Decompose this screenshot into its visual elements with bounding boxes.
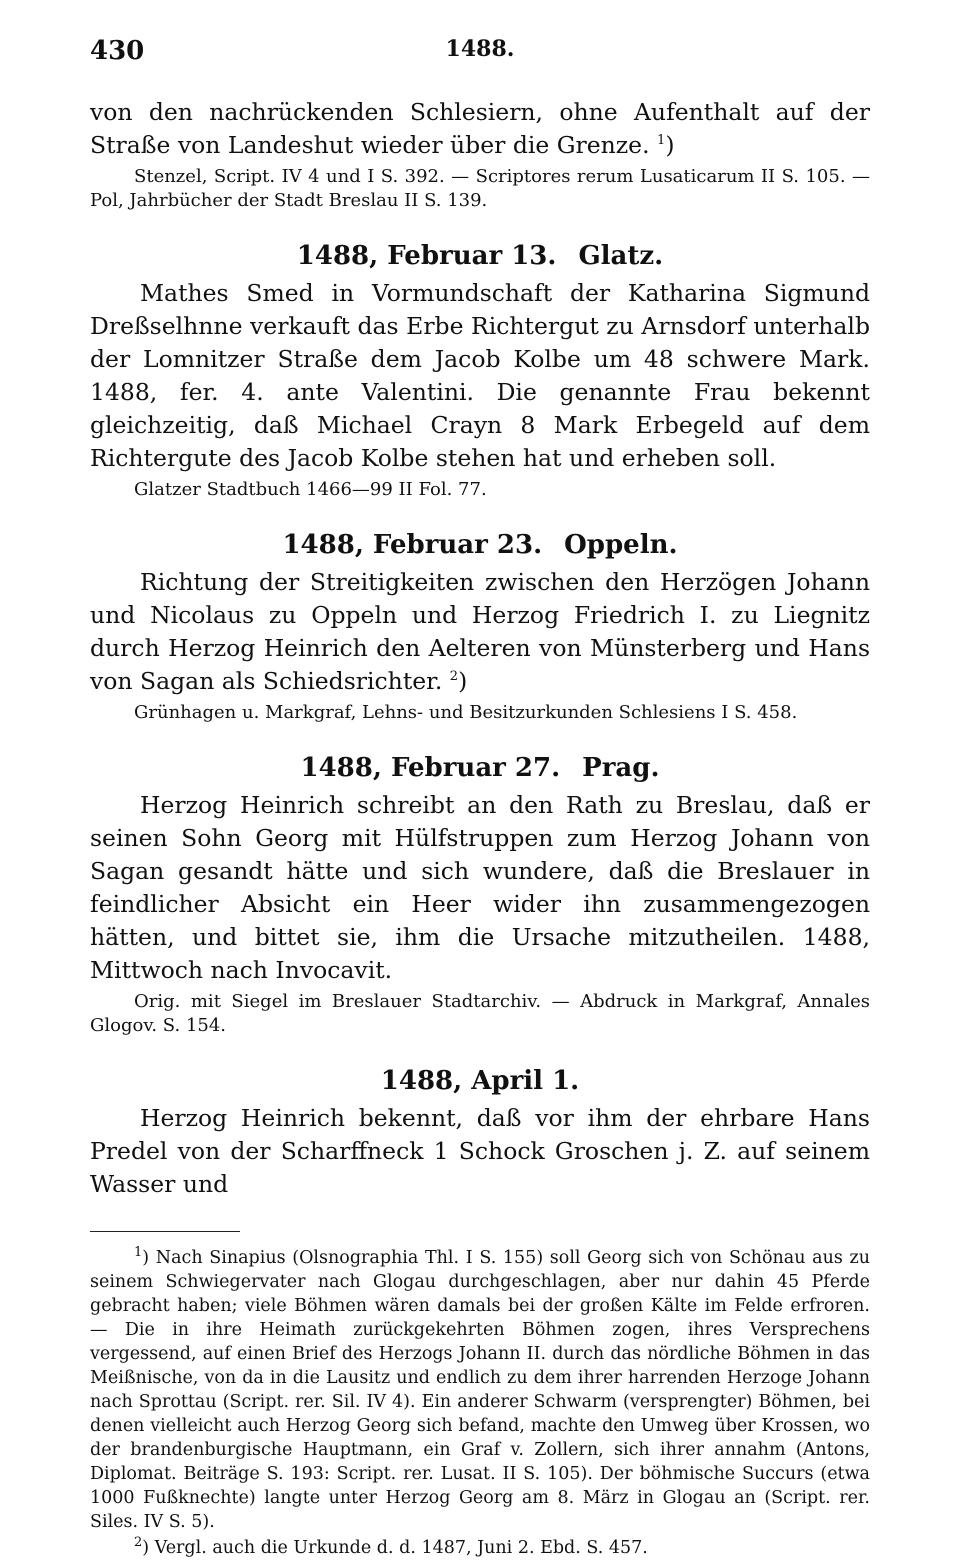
footnotes <box>90 1246 870 1560</box>
page-number: 430 <box>90 36 145 66</box>
entry-source: Glatzer Stadtbuch 1466—99 II Fol. 77. <box>134 479 487 500</box>
entry-place: Glatz. <box>578 241 664 271</box>
footnote: $^1$) Nach Sinapius (Olsnographia Thl. I S. 155) soll Georg sich von Schönau aus zu seinem Schwiegervater nach Glogau durchgeschlagen, aber nur dahin 45 Pferde gebracht haben; viele Böhmen wären damals bei der großen Kälte im Felde erfroren. — Die in ihre Heimath zurückgekehrten Böhmen zogen, ihres Versprechens vergessend, auf einen Brief des Herzogs Johann II. durch das nördliche Böhmen in das Meißnische, von da in die Lausitz und endlich zu dem ihrer harrenden Herzoge Johann nach Sprottau (Script. rer. Sil. IV 4). Ein anderer Schwarm (versprengter) Böhmen, bei denen vielleicht auch Herzog Georg sich befand, machte den Umweg über Krossen, wo der brandenburgische Hauptmann, ein Graf v. Zollern, sich ihrer annahm (Antons, Diplomat. Beiträge S. 193: Script. rer. Lusat. II S. 105). Der böhmische Succurs (etwa 1000 Fußknechte) langte unter Herzog Georg am 8. März in Glogau an (Script. rer. Siles. IV S. 5). <box>90 1245 871 1532</box>
carryover-entry <box>90 96 870 213</box>
entry-heading <box>90 1064 870 1098</box>
entry-source: Grünhagen u. Markgraf, Lehns- und Besitzurkunden Schlesiens I S. 458. <box>134 702 798 723</box>
entry-text: Herzog Heinrich schreibt an den Rath zu Breslau, daß er seinen Sohn Georg mit Hülfstruppen zum Herzog Johann von Sagan gesandt hätte und sich wundere, daß die Breslauer in feindlicher Absicht ein Heer wider ihn zusammengezogen hätten, und bittet sie, ihm die Ursache mitzutheilen. 1488, Mittwoch nach Invocavit. <box>90 791 870 984</box>
entry-date: 1488, April 1. <box>380 1066 580 1096</box>
footnote-divider <box>90 1231 240 1232</box>
entry-text: Mathes Smed in Vormundschaft der Katharina Sigmund Dreßselhnne verkauft das Erbe Richtergut zu Arnsdorf unterhalb der Lomnitzer Straße dem Jacob Kolbe um 48 schwere Mark. 1488, fer. 4. ante Valentini. Die genannte Frau bekennt gleichzeitig, daß Michael Crayn 8 Mark Erbegeld auf dem Richtergute des Jacob Kolbe stehen hat und erheben soll. <box>90 279 870 472</box>
entry-source: Stenzel, Script. IV 4 und I S. 392. — Scriptores rerum Lusaticarum II S. 105. — Pol, Jahrbücher der Stadt Breslau II S. 139. <box>90 166 870 211</box>
entry <box>90 528 870 725</box>
entry-text: Richtung der Streitigkeiten zwischen den Herzögen Johann und Nicolaus zu Oppeln und Herzog Friedrich I. zu Liegnitz durch Herzog Heinrich den Aelteren von Münsterberg und Hans von Sagan als Schiedsrichter. $^2$) <box>90 568 870 695</box>
entry-source: Orig. mit Siegel im Breslauer Stadtarchiv. — Abdruck in Markgraf, Annales Glogov. S. 154. <box>90 991 870 1036</box>
entry <box>90 751 870 1038</box>
entry-place: Prag. <box>582 753 660 783</box>
entry-date: 1488, Februar 27. <box>300 753 561 783</box>
footnote-mark: 2 <box>134 1535 143 1551</box>
footnote: $^2$) Vergl. auch die Urkunde d. d. 1487, Juni 2. Ebd. S. 457. <box>134 1535 648 1558</box>
entry-place: Oppeln. <box>564 530 678 560</box>
entry-text: von den nachrückenden Schlesiern, ohne Aufenthalt auf der Straße von Landeshut wieder über die Grenze. $^1$) <box>90 98 870 159</box>
entry-text: Herzog Heinrich bekennt, daß vor ihm der ehrbare Hans Predel von der Scharffneck 1 Schock Groschen j. Z. auf seinem Wasser und <box>90 1104 870 1198</box>
page-header <box>90 36 870 70</box>
entry-date: 1488, Februar 13. <box>296 241 557 271</box>
entry-heading <box>90 528 870 562</box>
entry <box>90 1064 870 1201</box>
footnote-ref[interactable]: 1 <box>657 133 666 149</box>
footnote-ref[interactable]: 2 <box>449 669 459 685</box>
running-head: 1488. <box>445 36 515 62</box>
entry-heading <box>90 751 870 785</box>
entry <box>90 239 870 502</box>
footnote-mark: 1 <box>134 1245 143 1261</box>
entry-date: 1488, Februar 23. <box>282 530 543 560</box>
entry-heading <box>90 239 870 273</box>
